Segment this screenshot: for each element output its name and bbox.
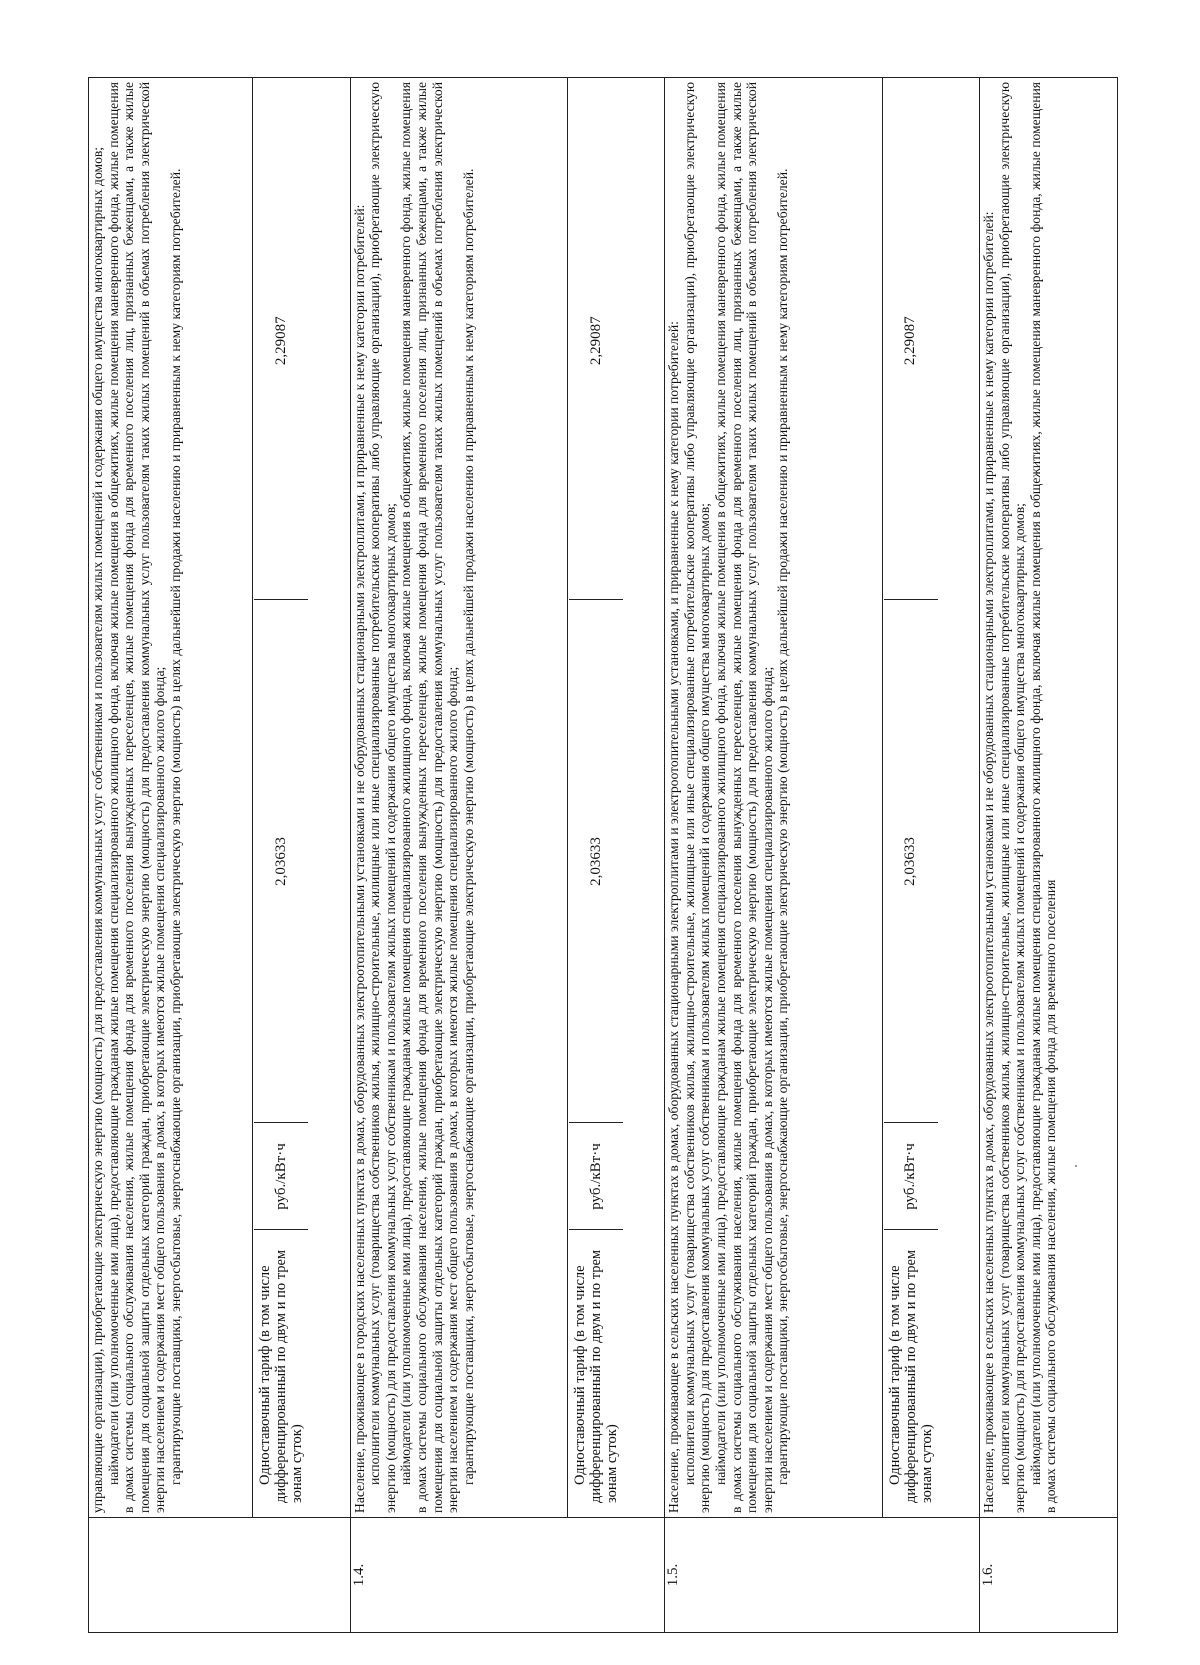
table-row: [980, 78, 1118, 1633]
tariff-unit: руб./кВт·ч: [884, 1123, 938, 1230]
table-row: [665, 78, 883, 1633]
paragraph: наймодатели (или уполномоченные ими лица), предоставляющие гражданам жилые помещения специализированного жилищного фонда, включая жилые помещения в общежитиях, жилые помещения маневренного фонда, жилые помещения в домах системы социального обслуживания населения, жилые помещения фонда для временного поселения: [1027, 82, 1059, 1513]
paragraph: гарантирующие поставщики, энергосбытовые, энергоснабжающие организации, приобретающие электрическую энергию (мощность) в целях дальнейшей продажи населению и приравненным к нему категориям потребителей.: [460, 168, 476, 1485]
tariff-value-first-half: 2,03633: [884, 600, 938, 1123]
paragraph: наймодатели (или уполномоченные ими лица), предоставляющие гражданам жилые помещения специализированного жилищного фонда, включая жилые помещения в общежитиях, жилые помещения маневренного фонда, жилые помещения в домах системы социального обслуживания населения, жилые помещения фонда для временного поселения вынужденных переселенцев, жилые помещения фонда для временного поселения лиц, признанных беженцами, а также жилые помещения для социальной защиты отдельных категорий граждан, приобретающие электрическую энергию (мощность) для предоставления коммунальных услуг пользователям таких жилых помещений в объемах потребления электрической энергии населением и содержания мест общего пользования в домах, в которых имеются жилые помещения специализированного жилого фонда;: [713, 82, 775, 1513]
row-number: [89, 1518, 351, 1633]
tariff-unit: руб./кВт·ч: [569, 1123, 623, 1230]
table-row: [350, 78, 568, 1633]
paragraph: гарантирующие поставщики, энергосбытовые, энергоснабжающие организации, приобретающие электрическую энергию (мощность) в целях дальнейшей продажи населению и приравненным к нему категориям потребителей.: [775, 168, 791, 1485]
tariff-row: [253, 78, 350, 1633]
scan-speck: [1075, 1165, 1077, 1167]
paragraph: Население, проживающее в городских населенных пунктах в домах, оборудованных электроотопительными установками и не оборудованных стационарными электроплитами, и приравненные к нему категории потребителей:: [351, 204, 367, 1513]
row-description: [665, 78, 883, 1518]
tariff-row: [882, 78, 979, 1633]
paragraph: Население, проживающее в сельских населенных пунктах в домах, оборудованных электроотопительными установками и не оборудованных стационарными электроплитами, и приравненные к нему категории потребителей:: [981, 211, 997, 1513]
tariff-label: Одноставочный тариф (в том числе дифференцированный по двум и по трем зонам суток): [886, 1249, 935, 1503]
row-number: 1.4.: [350, 1518, 665, 1633]
paragraph: гарантирующие поставщики, энергосбытовые, энергоснабжающие организации, приобретающие электрическую энергию (мощность) в целях дальнейшей продажи населению и приравненным к нему категориям потребителей.: [167, 168, 183, 1485]
paragraph: наймодатели (или уполномоченные ими лица), предоставляющие гражданам жилые помещения специализированного жилищного фонда, включая жилые помещения в общежитиях, жилые помещения маневренного фонда, жилые помещения в домах системы социального обслуживания населения, жилые помещения фонда для временного поселения вынужденных переселенцев, жилые помещения фонда для временного поселения лиц, признанных беженцами, а также жилые помещения для социальной защиты отдельных категорий граждан, приобретающие электрическую энергию (мощность) для предоставления коммунальных услуг пользователям таких жилых помещений в объемах потребления электрической энергии населением и содержания мест общего пользования в домах, в которых имеются жилые помещения специализированного жилого фонда;: [398, 82, 461, 1513]
tariff-label: Одноставочный тариф (в том числе дифференцированный по двум и по трем зонам суток): [257, 1249, 306, 1503]
table-row: [89, 78, 253, 1633]
tariff-value-second-half: 2,29087: [254, 82, 308, 600]
row-description: [350, 78, 568, 1518]
tariff-table: [88, 77, 1118, 1633]
row-number: 1.6.: [980, 1518, 1118, 1633]
tariff-unit: руб./кВт·ч: [254, 1123, 308, 1230]
tariff-value-first-half: 2,03633: [254, 600, 308, 1123]
tariff-row: [568, 78, 665, 1633]
tariff-value-second-half: 2,29087: [884, 82, 938, 600]
paragraph: наймодатели (или уполномоченные ими лица), предоставляющие гражданам жилые помещения специализированного жилищного фонда, включая жилые помещения в общежитиях, жилые помещения маневренного фонда, жилые помещения в домах системы социального обслуживания населения, жилые помещения фонда для временного поселения вынужденных переселенцев, жилые помещения фонда для временного поселения лиц, признанных беженцами, а также жилые помещения для социальной защиты отдельных категорий граждан, приобретающие электрическую энергию (мощность) для предоставления коммунальных услуг пользователям таких жилых помещений в объемах потребления электрической энергии населением и содержания мест общего пользования в домах, в которых имеются жилые помещения специализированного жилого фонда;: [105, 82, 168, 1513]
row-description: [89, 78, 253, 1518]
paragraph: Население, проживающее в сельских населенных пунктах в домах, оборудованных стационарными электроплитами и электроотопительными установками, и приравненные к нему категории потребителей:: [666, 321, 682, 1513]
paragraph: исполнители коммунальных услуг (товарищества собственников жилья, жилищно-строительные, жилищные или иные специализированные потребительские кооперативы либо управляющие организации), приобретающие электрическую энергию (мощность) для предоставления коммунальных услуг собственникам и пользователям жилых помещений и содержания общего имущества многоквартирных домов;: [367, 82, 398, 1513]
tariff-label: Одноставочный тариф (в том числе дифференцированный по двум и по трем зонам суток): [572, 1249, 621, 1503]
paragraph: исполнители коммунальных услуг (товарищества собственников жилья, жилищно-строительные, жилищные или иные специализированные потребительские кооперативы либо управляющие организации), приобретающие электрическую энергию (мощность) для предоставления коммунальных услуг собственникам и пользователям жилых помещений и содержания общего имущества многоквартирных домов;: [996, 82, 1028, 1513]
paragraph: исполнители коммунальных услуг (товарищества собственников жилья, жилищно-строительные, жилищные или иные специализированные потребительские кооперативы либо управляющие организации), приобретающие электрическую энергию (мощность) для предоставления коммунальных услуг собственникам и пользователям жилых помещений и содержания общего имущества многоквартирных домов;: [681, 82, 713, 1513]
paragraph: управляющие организации), приобретающие электрическую энергию (мощность) для предоставления коммунальных услуг собственникам и пользователям жилых помещений и содержания общего имущества многоквартирных домов;: [90, 146, 105, 1513]
row-number: 1.5.: [665, 1518, 980, 1633]
tariff-value-second-half: 2,29087: [569, 82, 623, 600]
tariff-value-first-half: 2,03633: [569, 600, 623, 1123]
row-description: [980, 78, 1118, 1518]
